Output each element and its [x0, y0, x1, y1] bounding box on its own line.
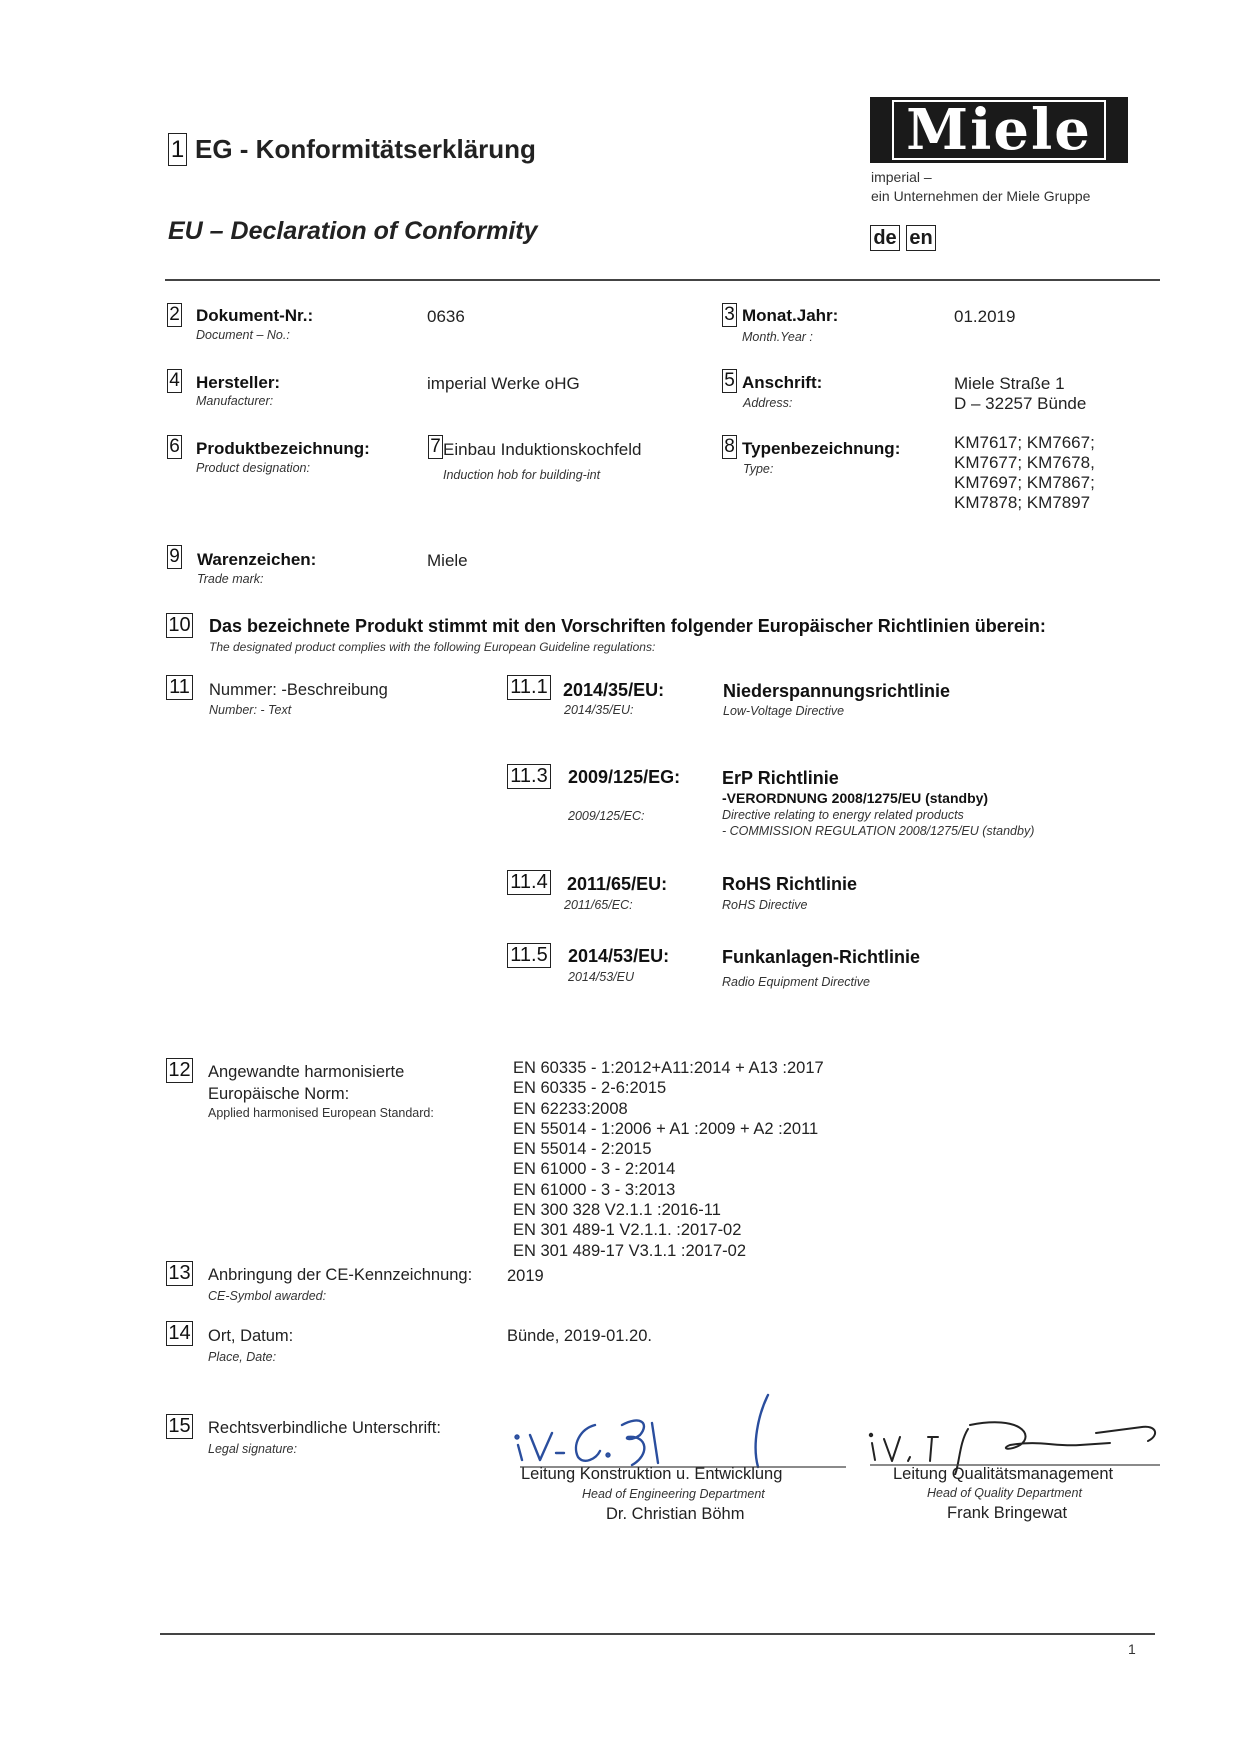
addr-line2: D – 32257 Bünde [954, 394, 1087, 413]
directive-code: 2014/53/EU: [568, 946, 670, 966]
section-number-7: 7 [428, 435, 443, 459]
signature-2-image [860, 1385, 1170, 1475]
place-value: Bünde, 2019-01.20. [507, 1327, 652, 1345]
section-number-9: 9 [167, 545, 182, 569]
header-divider [165, 279, 1160, 281]
company-line2: ein Unternehmen der Miele Gruppe [871, 188, 1091, 204]
standards-label1: Angewandte harmonisierte [208, 1063, 405, 1081]
directive-code-en: 2014/35/EU: [564, 703, 634, 717]
miele-logo: Miele [870, 97, 1128, 163]
standards-label-en: Applied harmonised European Standard: [208, 1106, 434, 1120]
standard-item: EN 62233:2008 [513, 1099, 628, 1118]
mfr-value: imperial Werke oHG [427, 374, 580, 393]
prod-label: Produktbezeichnung: [196, 439, 370, 458]
directive-title: RoHS Richtlinie [722, 874, 858, 894]
section-number-12: 12 [166, 1058, 193, 1083]
company-line1: imperial – [871, 169, 932, 185]
section-number-3: 3 [722, 303, 737, 327]
section-number-2: 2 [167, 303, 182, 327]
sig1-title: Leitung Konstruktion u. Entwicklung [521, 1465, 783, 1483]
directives-label-en: Number: - Text [209, 703, 292, 717]
directive-title: ErP Richtlinie [722, 768, 839, 788]
directive-number: 11.5 [507, 943, 551, 968]
ce-label-en: CE-Symbol awarded: [208, 1289, 327, 1303]
addr-line1: Miele Straße 1 [954, 374, 1065, 393]
directive-title-en: Radio Equipment Directive [722, 975, 870, 989]
lang-de: de [870, 225, 900, 251]
title-en: EU – Declaration of Conformity [168, 217, 538, 245]
directives-label: Nummer: -Beschreibung [209, 681, 388, 699]
directive-code-en: 2014/53/EU [568, 970, 635, 984]
directive-code: 2014/35/EU: [563, 680, 665, 700]
standard-item: EN 301 489-17 V3.1.1 :2017-02 [513, 1241, 747, 1260]
mfr-sub: Manufacturer: [196, 394, 274, 408]
signature-label: Rechtsverbindliche Unterschrift: [208, 1419, 441, 1437]
directive-number: 11.3 [507, 764, 551, 789]
section-number-8: 8 [722, 435, 737, 459]
directive-title: Niederspannungsrichtlinie [723, 681, 951, 701]
footer-divider [160, 1633, 1155, 1635]
lang-en: en [906, 225, 936, 251]
signature-label-en: Legal signature: [208, 1442, 297, 1456]
sig1-title-en: Head of Engineering Department [582, 1487, 765, 1501]
type-line: KM7878; KM7897 [954, 493, 1091, 512]
doc-value: 0636 [427, 307, 465, 326]
directive-number: 11.1 [507, 675, 551, 700]
type-line: KM7617; KM7667; [954, 433, 1095, 452]
section-number-11: 11 [166, 675, 193, 700]
doc-label: Dokument-Nr.: [196, 306, 314, 325]
type-line: KM7697; KM7867; [954, 473, 1095, 492]
standard-item: EN 55014 - 1:2006 + A1 :2009 + A2 :2011 [513, 1119, 819, 1138]
standards-list [513, 1058, 824, 1261]
date-label: Monat.Jahr: [742, 306, 839, 325]
section-number-5: 5 [722, 369, 737, 393]
directive-number: 11.4 [507, 870, 551, 895]
compliance-heading-en: The designated product complies with the following European Guideline regulations: [209, 640, 656, 654]
place-label-en: Place, Date: [208, 1350, 277, 1364]
date-value: 01.2019 [954, 307, 1016, 326]
directive-code: 2011/65/EU: [567, 874, 668, 894]
prod-sub: Product designation: [196, 461, 310, 475]
title-de: EG - Konformitätserklärung [195, 134, 536, 164]
directive-title-en: Directive relating to energy related products [722, 808, 964, 822]
place-label: Ort, Datum: [208, 1327, 294, 1345]
section-number-6: 6 [167, 435, 182, 459]
type-label: Typenbezeichnung: [742, 439, 901, 458]
standard-item: EN 60335 - 1:2012+A11:2014 + A13 :2017 [513, 1059, 824, 1077]
tm-sub: Trade mark: [197, 572, 264, 586]
standard-item: EN 301 489-1 V2.1.1. :2017-02 [513, 1221, 742, 1240]
compliance-heading: Das bezeichnete Produkt stimmt mit den Vorschriften folgender Europäischer Richtlinien überein: [209, 616, 1046, 636]
directive-title-en: Low-Voltage Directive [723, 704, 845, 718]
sig2-name: Frank Bringewat [947, 1504, 1068, 1522]
prod-value-en: Induction hob for building-int [443, 468, 601, 482]
standard-item: EN 61000 - 3 - 3:2013 [513, 1180, 676, 1199]
standard-item: EN 300 328 V2.1.1 :2016-11 [513, 1201, 721, 1220]
date-sub: Month.Year : [742, 330, 813, 344]
signature-1-image [500, 1385, 860, 1475]
addr-label: Anschrift: [742, 373, 823, 392]
standard-item: EN 60335 - 2-6:2015 [513, 1079, 667, 1098]
sig2-title-en: Head of Quality Department [927, 1486, 1082, 1500]
directive-title-en: RoHS Directive [722, 898, 808, 912]
ce-label: Anbringung der CE-Kennzeichnung: [208, 1266, 473, 1284]
directive-code-en: 2011/65/EC: [564, 898, 633, 912]
section-number-13: 13 [166, 1261, 193, 1286]
directive-code: 2009/125/EG: [568, 767, 681, 787]
directive-title: Funkanlagen-Richtlinie [722, 947, 921, 967]
section-number-4: 4 [167, 369, 182, 393]
type-sub: Type: [743, 462, 774, 476]
sig2-title: Leitung Qualitätsmanagement [893, 1465, 1114, 1483]
standard-item: EN 61000 - 3 - 2:2014 [513, 1160, 676, 1179]
prod-value: Einbau Induktionskochfeld [443, 440, 642, 459]
standard-item: EN 55014 - 2:2015 [513, 1140, 652, 1159]
directive-code-en: 2009/125/EC: [568, 809, 645, 823]
directive-title-en2: - COMMISSION REGULATION 2008/1275/EU (standby) [722, 824, 1035, 838]
standards-label2: Europäische Norm: [208, 1085, 350, 1103]
sig1-name: Dr. Christian Böhm [606, 1505, 745, 1523]
section-number-15: 15 [166, 1414, 193, 1439]
addr-sub: Address: [743, 396, 793, 410]
doc-sub: Document – No.: [196, 328, 290, 342]
section-number-10: 10 [166, 613, 193, 638]
mfr-label: Hersteller: [196, 373, 281, 392]
section-number-14: 14 [166, 1321, 193, 1346]
page-number: 1 [1128, 1641, 1136, 1657]
tm-label: Warenzeichen: [197, 550, 317, 569]
directive-title2: -VERORDNUNG 2008/1275/EU (standby) [722, 790, 989, 806]
tm-value: Miele [427, 551, 468, 570]
ce-value: 2019 [507, 1267, 544, 1285]
section-number-1: 1 [168, 133, 187, 166]
type-line: KM7677; KM7678, [954, 453, 1095, 472]
